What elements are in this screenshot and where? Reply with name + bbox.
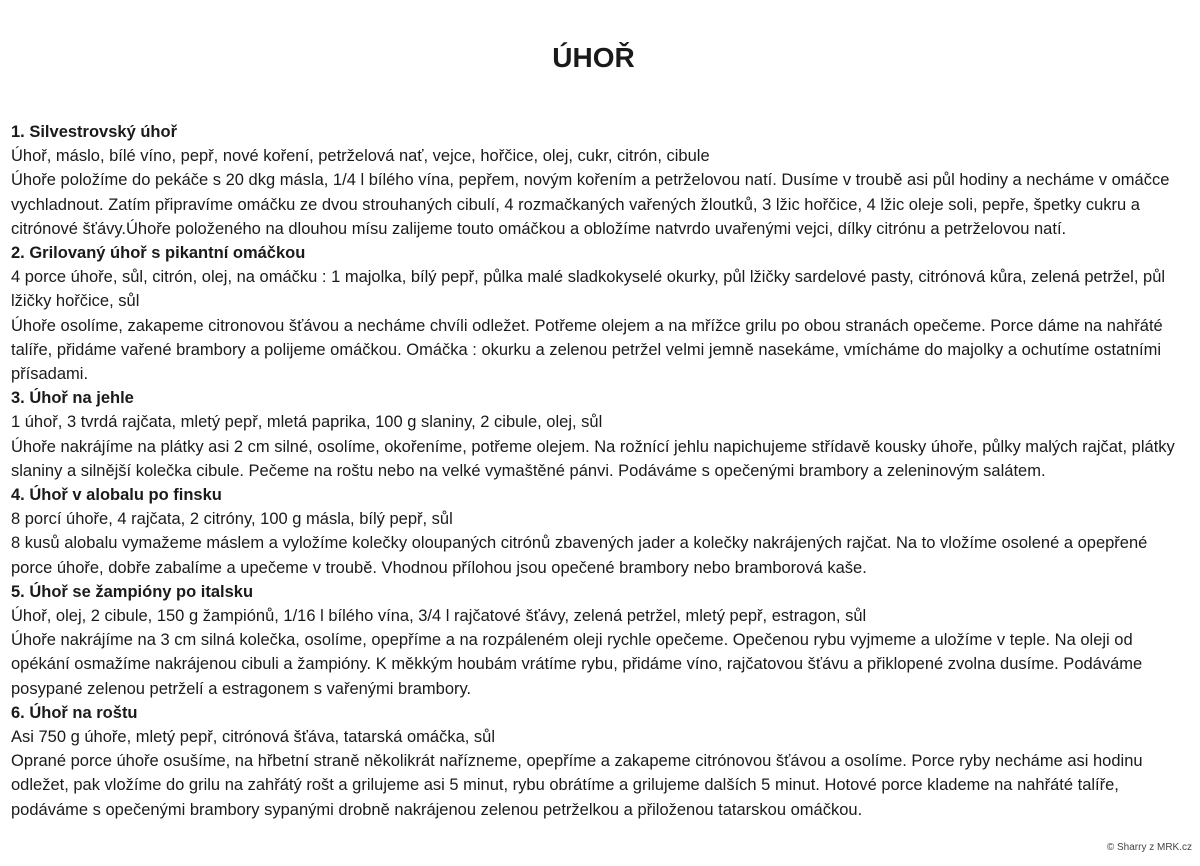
recipe-heading: 4. Úhoř v alobalu po finsku [11,486,222,505]
recipe-heading: 6. Úhoř na roštu [11,703,138,722]
recipe-method: Úhoře nakrájíme na 3 cm silná kolečka, osolíme, opepříme a na rozpáleném oleji rychle opečeme. Opečenou rybu vyjmeme a uložíme v teple. Na oleji od opékání osmažíme nakrájenou cibuli a žampióny. K měkkým houbám vrátíme rybu, přidáme víno, rajčatovou šťávu a přiklopené zvolna dusíme. Podáváme posypané zelenou petrželí a estragonem s vařenými brambory. [11,631,1143,698]
recipe-2 [11,241,1193,386]
recipe-5 [11,580,1193,701]
recipe-ingredients: Úhoř, máslo, bílé víno, pepř, nové koření, petrželová nať, vejce, hořčice, olej, cukr, citrón, cibule [11,147,710,166]
recipe-ingredients: 1 úhoř, 3 tvrdá rajčata, mletý pepř, mletá paprika, 100 g slaniny, 2 cibule, olej, sůl [11,413,603,432]
recipe-heading: 3. Úhoř na jehle [11,389,134,408]
recipe-ingredients: Úhoř, olej, 2 cibule, 150 g žampiónů, 1/16 l bílého vína, 3/4 l rajčatové šťávy, zelená petržel, mletý pepř, estragon, sůl [11,607,867,626]
recipe-ingredients: 8 porcí úhoře, 4 rajčata, 2 citróny, 100 g másla, bílý pepř, sůl [11,510,453,529]
recipe-method: Úhoře nakrájíme na plátky asi 2 cm silné, osolíme, okořeníme, potřeme olejem. Na rožnící jehlu napichujeme střídavě kousky úhoře, půlky malých rajčat, plátky slaniny a silnější kolečka cibule. Pečeme na roštu nebo na velké vymaštěné pánvi. Podáváme s opečenými brambory a zeleninovým salátem. [11,437,1175,480]
recipe-method: Úhoře osolíme, zakapeme citronovou šťávou a necháme chvíli odležet. Potřeme olejem a na mřížce grilu po obou stranách opečeme. Porce dáme na nahřáté talíře, přidáme vařené brambory a polijeme omáčkou. Omáčka : okurku a zelenou petržel velmi jemně nasekáme, vmícháme do majolky a ochutíme ostatními přísadami. [11,316,1163,384]
recipe-1 [11,120,1193,241]
page-title: ÚHOŘ [552,42,635,73]
recipe-list [11,120,1193,822]
recipe-ingredients: 4 porce úhoře, sůl, citrón, olej, na omáčku : 1 majolka, bílý pepř, půlka malé sladkokyselé okurky, půl lžičky sardelové pasty, citrónová kůra, zelená petržel, půl lžičky hořčice, sůl [11,268,1166,311]
recipe-3 [11,386,1193,483]
recipe-6 [11,701,1193,822]
recipe-method: 8 kusů alobalu vymažeme máslem a vyložíme kolečky oloupaných citrónů zbavených jader a kolečky nakrájených rajčat. Na to vložíme osolené a opepřené porce úhoře, dobře zabalíme a upečeme v troubě. Vhodnou přílohou jsou opečené brambory nebo bramborová kaše. [11,534,1148,577]
recipe-4 [11,483,1193,580]
recipe-heading: 1. Silvestrovský úhoř [11,123,177,141]
recipe-method: Oprané porce úhoře osušíme, na hřbetní straně několikrát nařízneme, opepříme a zakapeme citrónovou šťávou a osolíme. Porce ryby necháme asi hodinu odležet, pak vložíme do grilu na zahřátý rošt a grilujeme asi 5 minut, rybu obrátíme a grilujeme dalších 5 minut. Hotové porce klademe na nahřáté talíře, podáváme s opečenými brambory sypanými drobně nakrájenou zelenou petrželkou a přiloženou tatarskou omáčkou. [11,752,1143,819]
recipe-ingredients: Asi 750 g úhoře, mletý pepř, citrónová šťáva, tatarská omáčka, sůl [11,728,496,747]
recipe-method: Úhoře položíme do pekáče s 20 dkg másla, 1/4 l bílého vína, pepřem, novým kořením a petrželovou natí. Dusíme v troubě asi půl hodiny a necháme v omáčce vychladnout. Zatím připravíme omáčku ze dvou strouhaných cibulí, 4 rozmačkaných vařených žloutků, 3 lžic hořčice, 4 lžic oleje soli, pepře, špetky cukru a citrónové šťávy.Úhoře položeného na dlouhou mísu zalijeme touto omáčkou a obložíme natvrdo uvařenými vejci, dílky citrónu a petrželovou natí. [11,171,1170,238]
copyright-credit: © Sharry z MRK.cz [1106,842,1192,853]
recipe-heading: 5. Úhoř se žampióny po italsku [11,582,254,601]
recipe-heading: 2. Grilovaný úhoř s pikantní omáčkou [11,244,306,263]
